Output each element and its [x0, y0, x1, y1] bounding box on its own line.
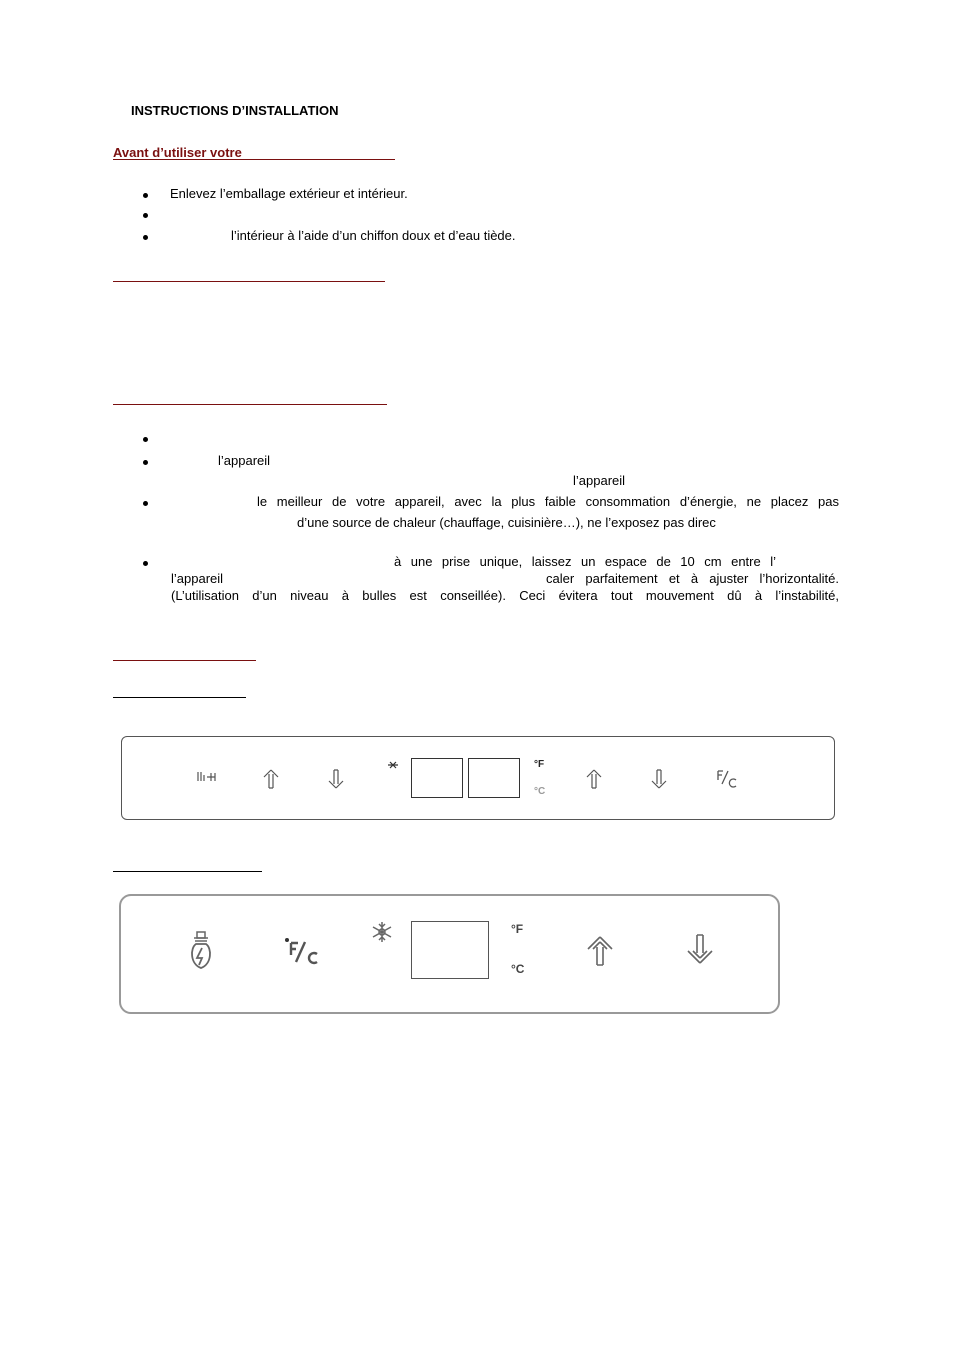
arrow-up-icon[interactable] — [262, 768, 280, 790]
fahrenheit-celsius-icon[interactable] — [288, 940, 320, 966]
arrow-down-icon[interactable] — [327, 768, 345, 790]
install-line3a: à une prise unique, laissez un espace de 10 cm entre l’ — [394, 554, 776, 569]
section-rule — [113, 404, 387, 405]
temperature-display — [411, 921, 489, 979]
bullet — [143, 501, 148, 506]
snowflake-icon — [370, 920, 394, 944]
bullet — [143, 235, 148, 240]
light-bulb-icon[interactable] — [186, 930, 216, 972]
bullet — [143, 437, 148, 442]
display-left — [411, 758, 463, 798]
display-right — [468, 758, 520, 798]
bullet-text-clean: l’intérieur à l’aide d’un chiffon doux et d’eau tiède. — [231, 228, 516, 243]
install-line3b-right: caler parfaitement et à ajuster l’horizontalité. — [546, 571, 839, 586]
bullet — [143, 561, 148, 566]
section-rule — [113, 660, 256, 661]
unit-celsius: °C — [534, 786, 546, 797]
page-title: INSTRUCTIONS D’INSTALLATION — [131, 103, 339, 118]
fahrenheit-celsius-icon[interactable] — [716, 768, 738, 788]
arrow-up-icon[interactable] — [585, 768, 603, 790]
arrow-down-icon[interactable] — [685, 933, 715, 965]
bullet — [143, 213, 148, 218]
subsection-rule — [113, 871, 262, 872]
unit-fahrenheit: °F — [534, 759, 545, 770]
section-rule — [113, 281, 385, 282]
bullet — [143, 193, 148, 198]
section-before-use-rule — [113, 159, 395, 160]
bullet — [143, 460, 148, 465]
unit-fahrenheit: °F — [511, 922, 524, 936]
section-before-use-heading: Avant d’utiliser votre — [113, 145, 242, 160]
subsection-rule — [113, 697, 246, 698]
arrow-down-icon[interactable] — [650, 768, 668, 790]
install-line2: le meilleur de votre appareil, avec la plus faible consommation d’énergie, ne placez pas — [257, 494, 839, 509]
install-line3b-left: l’appareil — [171, 571, 224, 586]
arrow-up-icon[interactable] — [585, 935, 615, 967]
install-line2-cont: d’une source de chaleur (chauffage, cuisinière…), ne l’exposez pas direc — [297, 515, 716, 530]
bullet-text-unpack: Enlevez l’emballage extérieur et intérieur. — [170, 186, 408, 201]
snowflake-icon — [387, 761, 399, 769]
install-line1-cont: l’appareil — [573, 473, 626, 488]
install-line3c: (L’utilisation d’un niveau à bulles est conseillée). Ceci évitera tout mouvement dû à l’instabilité, — [171, 588, 839, 603]
unit-celsius: °C — [511, 962, 525, 976]
humidity-icon[interactable] — [196, 770, 218, 784]
install-line1-word: l’appareil — [218, 453, 271, 468]
